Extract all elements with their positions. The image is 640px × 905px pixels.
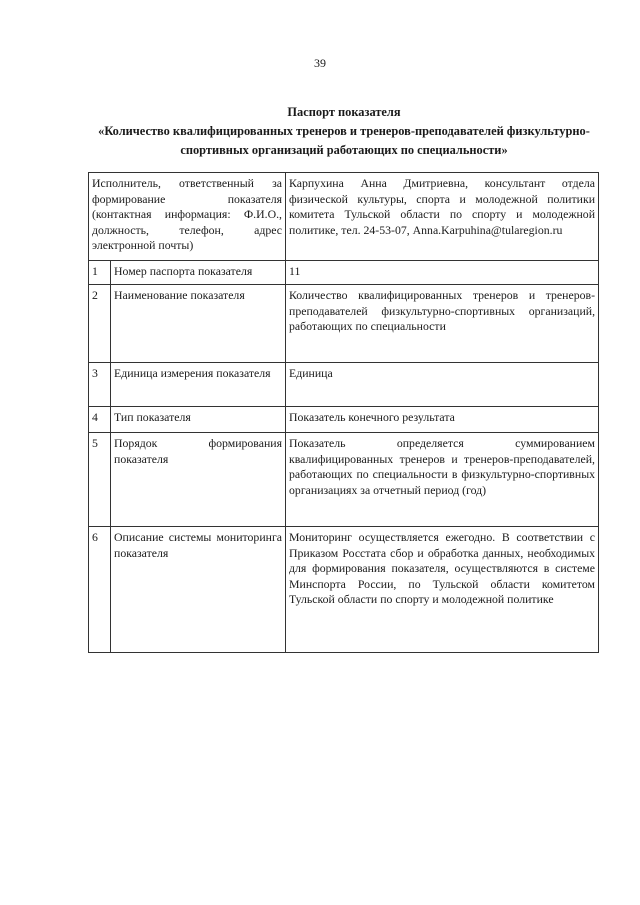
row-value: Единица [286,363,599,407]
document-title [84,103,604,160]
row-value: Количество квалифицированных тренеров и тренеров-преподавателей физкультурно-спортивных организаций, работающих по специальности [286,285,599,363]
table-row [89,407,599,433]
row-label: Наименование показателя [111,285,286,363]
table-row [89,363,599,407]
table-row [89,285,599,363]
page-number: 39 [314,56,326,70]
row-value: Показатель конечного результата [286,407,599,433]
executor-label: Исполнитель, ответственный за формирование показателя (контактная информация: Ф.И.О., должность, телефон, адрес электронной почты) [89,173,286,261]
row-number: 6 [89,527,111,653]
row-number: 5 [89,433,111,527]
row-label: Единица измерения показателя [111,363,286,407]
title-line-1: Паспорт показателя [287,105,401,119]
row-label: Номер паспорта показателя [111,261,286,285]
row-number: 3 [89,363,111,407]
row-value: 11 [286,261,599,285]
row-number: 1 [89,261,111,285]
row-number: 2 [89,285,111,363]
title-line-2: «Количество квалифицированных тренеров и тренеров-преподавателей физкультурно-спортивных организаций работающих по специальности» [98,124,590,157]
row-value: Мониторинг осуществляется ежегодно. В соответствии с Приказом Росстата сбор и обработка данных, необходимых для формирования показателя, осуществляются в системе Минспорта России, по Тульской области комитетом Тульской области по спорту и молодежной политике [286,527,599,653]
row-label: Описание системы мониторинга показателя [111,527,286,653]
table-row [89,261,599,285]
row-value: Показатель определяется суммированием квалифицированных тренеров и тренеров-преподавателей, работающих по специальности в физкультурно-спортивных организациях за отчетный период (год) [286,433,599,527]
row-number: 4 [89,407,111,433]
table-row [89,527,599,653]
executor-value: Карпухина Анна Дмитриевна, консультант отдела физической культуры, спорта и молодежной политики комитета Тульской области по спорту и молодежной политике, тел. 24-53-07, Anna.Karpuhina@tularegion.ru [286,173,599,261]
row-label: Тип показателя [111,407,286,433]
passport-table [88,172,599,653]
row-label: Порядок формирования показателя [111,433,286,527]
table-row [89,433,599,527]
table-row-executor [89,173,599,261]
